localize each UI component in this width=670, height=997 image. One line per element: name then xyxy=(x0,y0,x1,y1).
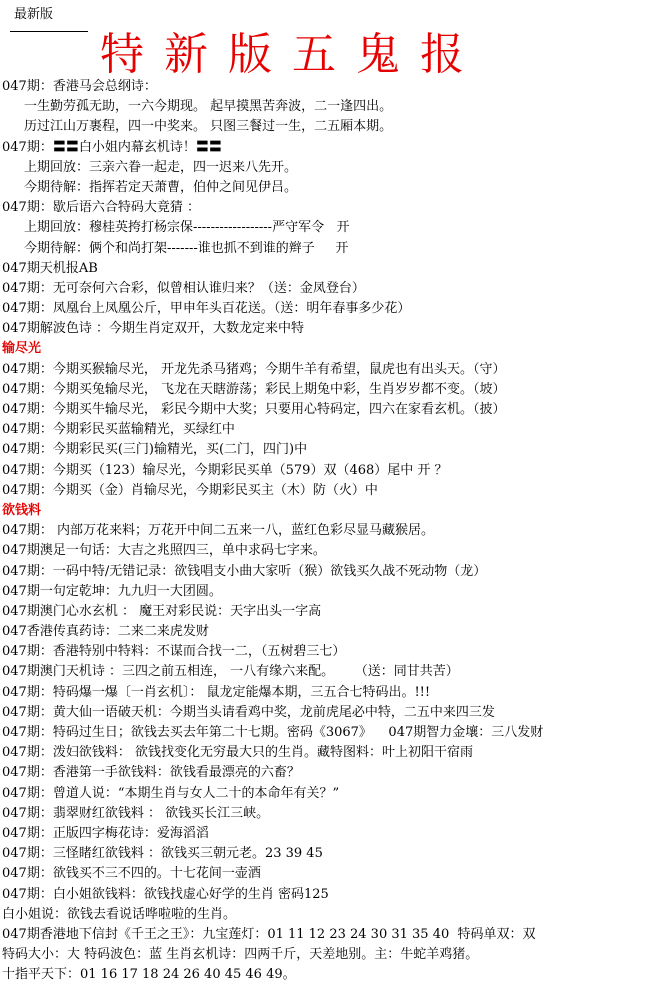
edition-label: 最新版 xyxy=(14,7,54,22)
text-line: 047期：三怪睹红欲钱料 ：欲钱买三朝元老。23 39 45 xyxy=(2,846,323,862)
text-line: 047期：今期买牛输尽光， 彩民今期中大奖；只要用心特码定，四六在家看玄机。（披） xyxy=(2,402,506,417)
text-line: 今期待解：指挥若定天萧曹，伯仲之间见伊吕。 xyxy=(24,179,298,195)
text-line: 047期：无可奈何六合彩，似曾相认谁归来？（送：金凤登台） xyxy=(2,280,365,296)
text-line: 今期待解：俩个和尚打架-------谁也抓不到谁的辫子 开 xyxy=(24,240,349,256)
page-title: 特新版五鬼报 xyxy=(100,29,484,80)
text-line: 047期：今期买（123）输尽光，今期彩民买单（579）双（468）尾中 开 ？ xyxy=(2,462,448,478)
text-line: 047期： 内部万花来料；万花开中间二五来一八，蓝红色彩尽显马藏猴居。 xyxy=(2,523,434,539)
text-line: 047期：香港第一手欲钱料：欲钱看最漂亮的六畜？ xyxy=(2,765,300,781)
text-line: 047期澳门天机诗 ：三四之前五相连， 一八有缘六来配。 （送：同甘共苦） xyxy=(2,664,459,680)
text-line: 上期回放：三亲六眷一起走，四一迟来八先开。 xyxy=(24,159,298,175)
text-line: 047期：翡翠财红欲钱料 ： 欲钱买长江三峡。 xyxy=(2,805,270,821)
text-line: 047期：欲钱买不三不四的。十七花间一壶酒 xyxy=(2,866,261,882)
text-line: 047期天机报AB xyxy=(2,260,98,276)
text-line: 047期：白小姐欲钱料：欲钱找虚心好学的生肖 密码125 xyxy=(2,886,329,902)
text-line: 047期：今期彩民买(三门)输精光，买(二门，四门)中 xyxy=(2,442,308,458)
text-line: 047期一句定乾坤：九九归一大团圆。 xyxy=(2,583,222,599)
text-line: 十指平天下：01 16 17 18 24 26 40 45 46 49。 xyxy=(2,967,296,983)
text-line: 047期澳足一句话：大吉之兆照四三，单中求码七字来。 xyxy=(2,543,326,559)
text-line: 047期：特码爆一爆〔一肖玄机〕： 鼠龙定能爆本期，三五合七特码出。!!! xyxy=(2,684,431,700)
text-line: 047期香港地下信封《千王之王》：九宝莲灯：01 11 12 23 24 30 31 35 40 特码单双：双 xyxy=(2,926,536,942)
text-line: 047期：正版四字梅花诗：爱海滔滔 xyxy=(2,825,209,841)
text-line: 047期：今期买（金）肖输尽光，今期彩民买主（木）防（火）中 xyxy=(2,482,378,498)
text-line: 047期：今期买猴输尽光， 开龙先杀马猪鸡；今期牛羊有希望，鼠虎也有出头天。（守） xyxy=(2,361,506,377)
text-line: 白小姐说：欲钱去看说话哗啦啦的生肖。 xyxy=(2,906,237,922)
text-line: 047期：香港特别中特料：不谋而合找一二，（五树碧三七） xyxy=(2,644,346,660)
text-line: 047香港传真药诗：二来二来虎发财 xyxy=(2,624,209,640)
text-line: 上期回放：穆桂英挎打杨宗保------------------严守军令 开 xyxy=(24,220,350,236)
text-line: 047期澳门心水玄机 ： 魔王对彩民说：天字出头一字高 xyxy=(2,603,322,619)
text-line: 一生勤劳孤无助，一六今期现。 起早摸黑苦奔波，二一逢四出。 xyxy=(24,99,393,115)
text-line: 047期：今期买兔输尽光， 飞龙在天瞎游荡；彩民上期兔中彩，生肖岁岁都不变。（坡） xyxy=(2,381,506,397)
text-line: 047期：曾道人说：“本期生肖与女人二十的本命年有关？” xyxy=(2,785,340,801)
text-line: 047期：今期彩民买蓝输精光，买绿红中 xyxy=(2,422,235,438)
section-heading: 欲钱料 xyxy=(2,502,42,518)
text-line: 047期解波色诗 ：今期生肖定双开，大数龙定来中特 xyxy=(2,321,304,337)
text-line: 047期：凤凰台上凤凰公斤，甲申年头百花送。（送：明年春事多少花） xyxy=(2,301,411,317)
text-line: 047期：黄大仙一语破天机：今期当头请看鸡中奖，龙前虎尾必中特，二五中来四三发 xyxy=(2,704,495,720)
text-line: 047期：〓〓白小姐内幕玄机诗！〓〓 xyxy=(2,139,222,155)
edition-underline xyxy=(10,31,88,32)
text-line: 历过江山万裹程，四一中奖来。 只图三餐过一生，二五厢本期。 xyxy=(24,119,393,135)
section-heading: 输尽光 xyxy=(2,341,42,357)
text-line: 047期：一码中特/无错记录：欲钱唱支小曲大家听（猴）欲钱买久战不死动物（龙） xyxy=(2,563,487,579)
text-line: 047期：歇后语六合特码大竟猜 ： xyxy=(2,200,200,216)
text-line: 047期：特码过生日；欲钱去买去年第二十七期。密码《3067》 047期智力金壤：三八发财 xyxy=(2,725,544,740)
text-line: 特码大小：大 特码波色：蓝 生肖玄机诗：四两千斤，天差地别。主：牛蛇羊鸡猪。 xyxy=(2,947,479,963)
content-lines xyxy=(2,77,670,985)
text-line: 047期：香港马会总纲诗： xyxy=(2,79,157,94)
text-line: 047期：泼妇欲钱料： 欲钱找变化无穷最大只的生肖。藏特图料：叶上初阳干宿雨 xyxy=(2,745,473,761)
